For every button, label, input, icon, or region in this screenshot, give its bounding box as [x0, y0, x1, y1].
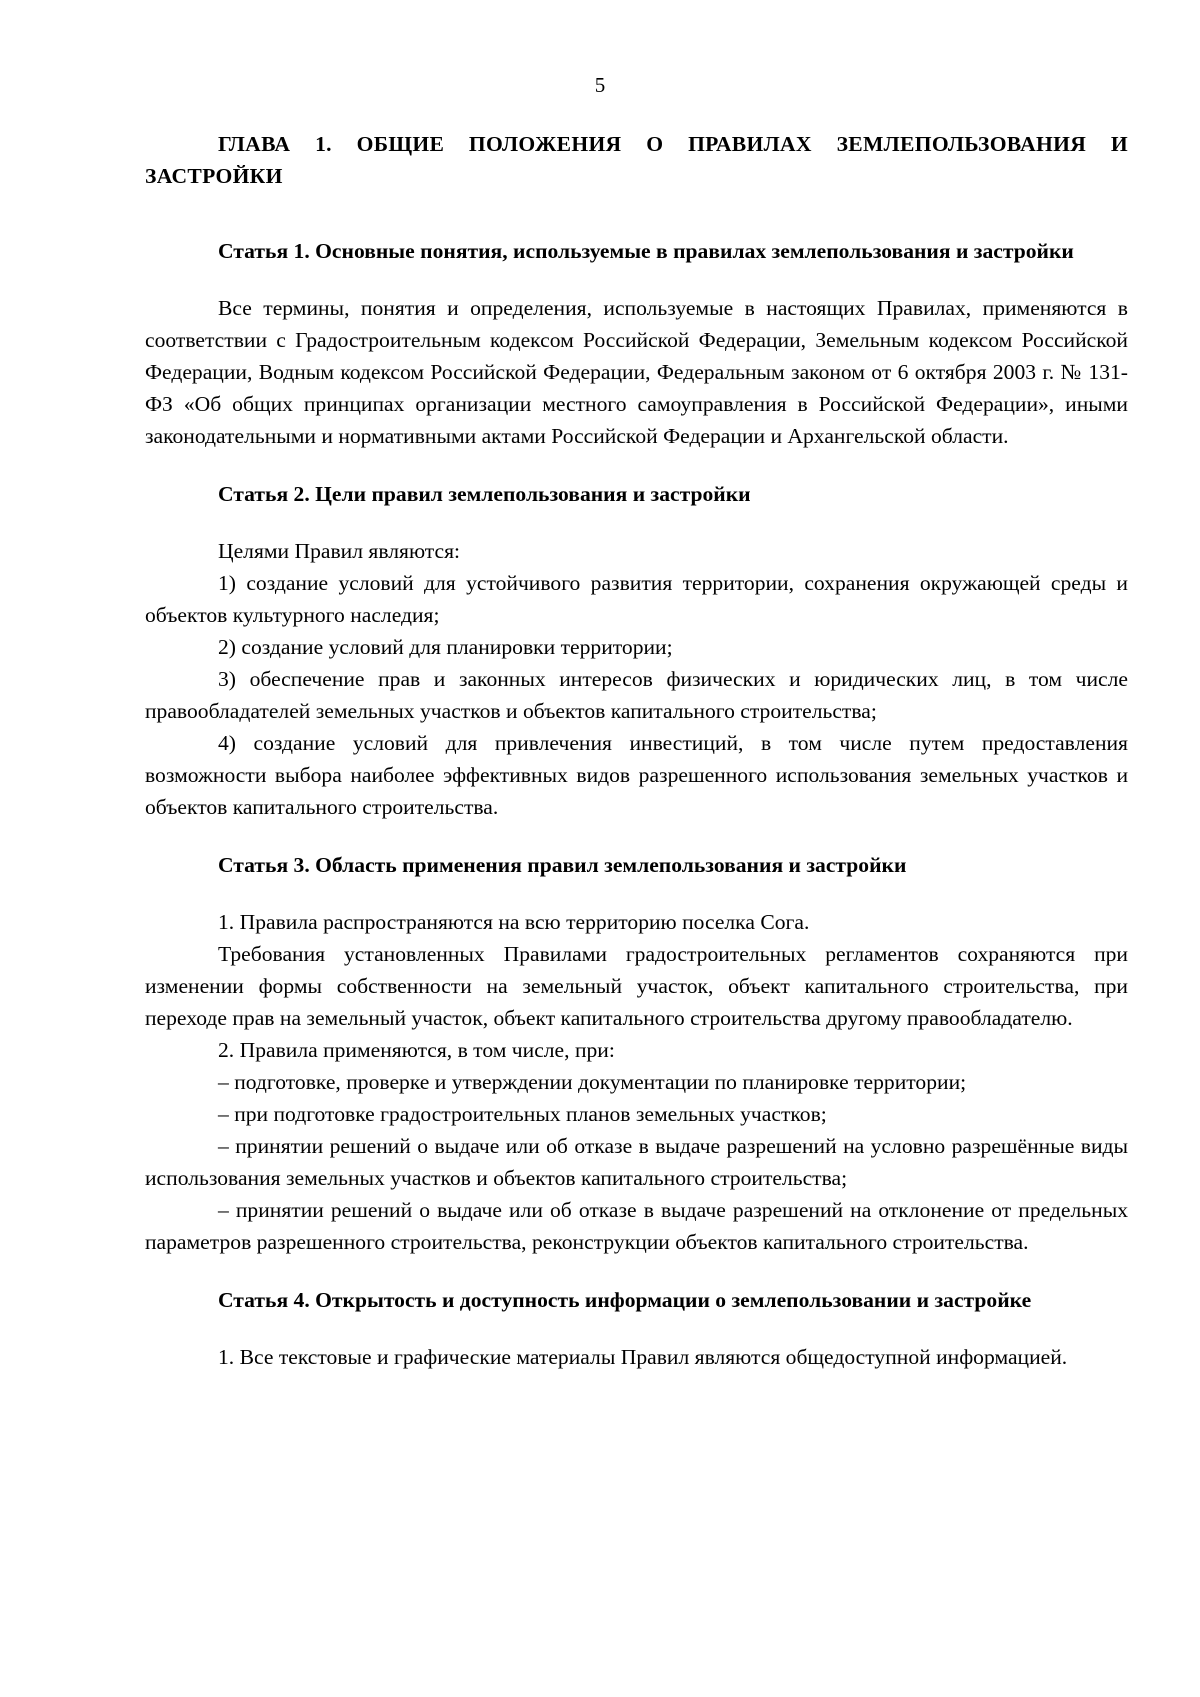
paragraph: Целями Правил являются: — [218, 539, 461, 563]
list-item: ‒ принятии решений о выдаче или об отказе в выдаче разрешений на условно разрешённые виды использования земельных участков и объектов капитального строительства; — [145, 1134, 1128, 1190]
list-item: ‒ принятии решений о выдаче или об отказе в выдаче разрешений на отклонение от предельных параметров разрешенного строительства, реконструкции объектов капитального строительства. — [145, 1198, 1128, 1254]
article-title: Статья 4. Открытость и доступность информации о землепользовании и застройке — [218, 1288, 1032, 1312]
paragraph: 1. Все текстовые и графические материалы Правил являются общедоступной информацией. — [218, 1345, 1068, 1369]
article-title: Статья 3. Область применения правил землепользования и застройки — [218, 853, 907, 877]
chapter-title: ГЛАВА 1. ОБЩИЕ ПОЛОЖЕНИЯ О ПРАВИЛАХ ЗЕМЛЕПОЛЬЗОВАНИЯ И ЗАСТРОЙКИ — [145, 132, 1128, 188]
page-number: 5 — [594, 73, 606, 97]
list-item: ‒ подготовке, проверке и утверждении документации по планировке территории; — [218, 1070, 967, 1094]
article-title: Статья 2. Цели правил землепользования и застройки — [218, 482, 751, 506]
document-body — [145, 128, 1128, 1373]
list-item: 2) создание условий для планировки территории; — [218, 635, 673, 659]
paragraph: Все термины, понятия и определения, используемые в настоящих Правилах, применяются в соответствии с Градостроительным кодексом Российской Федерации, Земельным кодексом Российской Федерации, Водным кодексом Российской Федерации, Федеральным законом от 6 октября 2003 г. № 131-ФЗ «Об общих принципах организации местного самоуправления в Российской Федерации», иными законодательными и нормативными актами Российской Федерации и Архангельской области. — [145, 296, 1128, 448]
paragraph: 2. Правила применяются, в том числе, при: — [218, 1038, 615, 1062]
article-4 — [145, 1284, 1128, 1373]
article-title: Статья 1. Основные понятия, используемые в правилах землепользования и застройки — [218, 239, 1074, 263]
paragraph: 1. Правила распространяются на всю территорию поселка Сога. — [218, 910, 810, 934]
list-item: 4) создание условий для привлечения инвестиций, в том числе путем предоставления возможности выбора наиболее эффективных видов разрешенного использования земельных участков и объектов капитального строительства. — [145, 731, 1128, 819]
article-3 — [145, 849, 1128, 1258]
list-item: 1) создание условий для устойчивого развития территории, сохранения окружающей среды и объектов культурного наследия; — [145, 571, 1128, 627]
article-2 — [145, 478, 1128, 823]
list-item: 3) обеспечение прав и законных интересов физических и юридических лиц, в том числе правообладателей земельных участков и объектов капитального строительства; — [145, 667, 1128, 723]
article-1 — [145, 235, 1128, 452]
paragraph: Требования установленных Правилами градостроительных регламентов сохраняются при изменении формы собственности на земельный участок, объект капитального строительства, при переходе прав на земельный участок, объект капитального строительства другому правообладателю. — [145, 942, 1128, 1030]
list-item: ‒ при подготовке градостроительных планов земельных участков; — [218, 1102, 827, 1126]
